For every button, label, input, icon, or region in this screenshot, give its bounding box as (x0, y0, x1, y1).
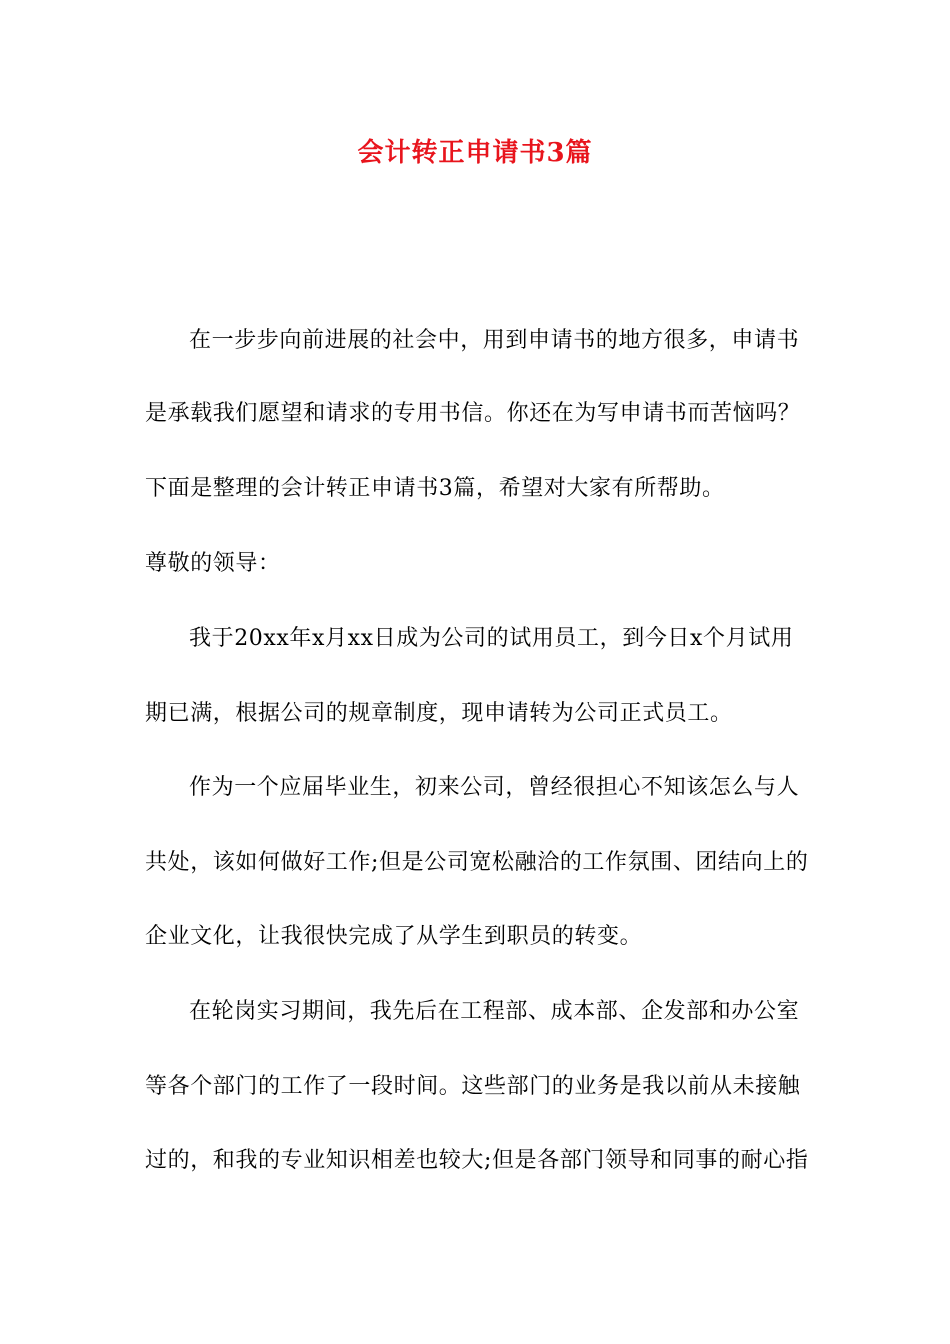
paragraph-line: 过的，和我的专业知识相差也较大;但是各部门领导和同事的耐心指 (145, 1148, 809, 1173)
paragraph-line: 共处，该如何做好工作;但是公司宽松融洽的工作氛围、团结向上的 (145, 850, 809, 875)
document-title: 会计转正申请书3篇 (357, 138, 593, 168)
paragraph-line: 期已满，根据公司的规章制度，现申请转为公司正式员工。 (145, 701, 733, 726)
paragraph-line: 作为一个应届毕业生，初来公司，曾经很担心不知该怎么与人 (189, 775, 800, 800)
paragraph-line: 下面是整理的会计转正申请书3篇，希望对大家有所帮助。 (145, 476, 725, 501)
paragraph-line: 企业文化，让我很快完成了从学生到职员的转变。 (145, 924, 643, 949)
salutation: 尊敬的领导： (145, 551, 281, 576)
paragraph-line: 在一步步向前进展的社会中，用到申请书的地方很多，申请书 (189, 328, 800, 353)
paragraph-line: 是承载我们愿望和请求的专用书信。你还在为写申请书而苦恼吗？ (145, 401, 801, 426)
paragraph-line: 等各个部门的工作了一段时间。这些部门的业务是我以前从未接触 (145, 1074, 801, 1099)
paragraph-line: 我于20xx年x月xx日成为公司的试用员工，到今日x个月试用 (189, 626, 794, 651)
paragraph-line: 在轮岗实习期间，我先后在工程部、成本部、企发部和办公室 (189, 999, 800, 1024)
